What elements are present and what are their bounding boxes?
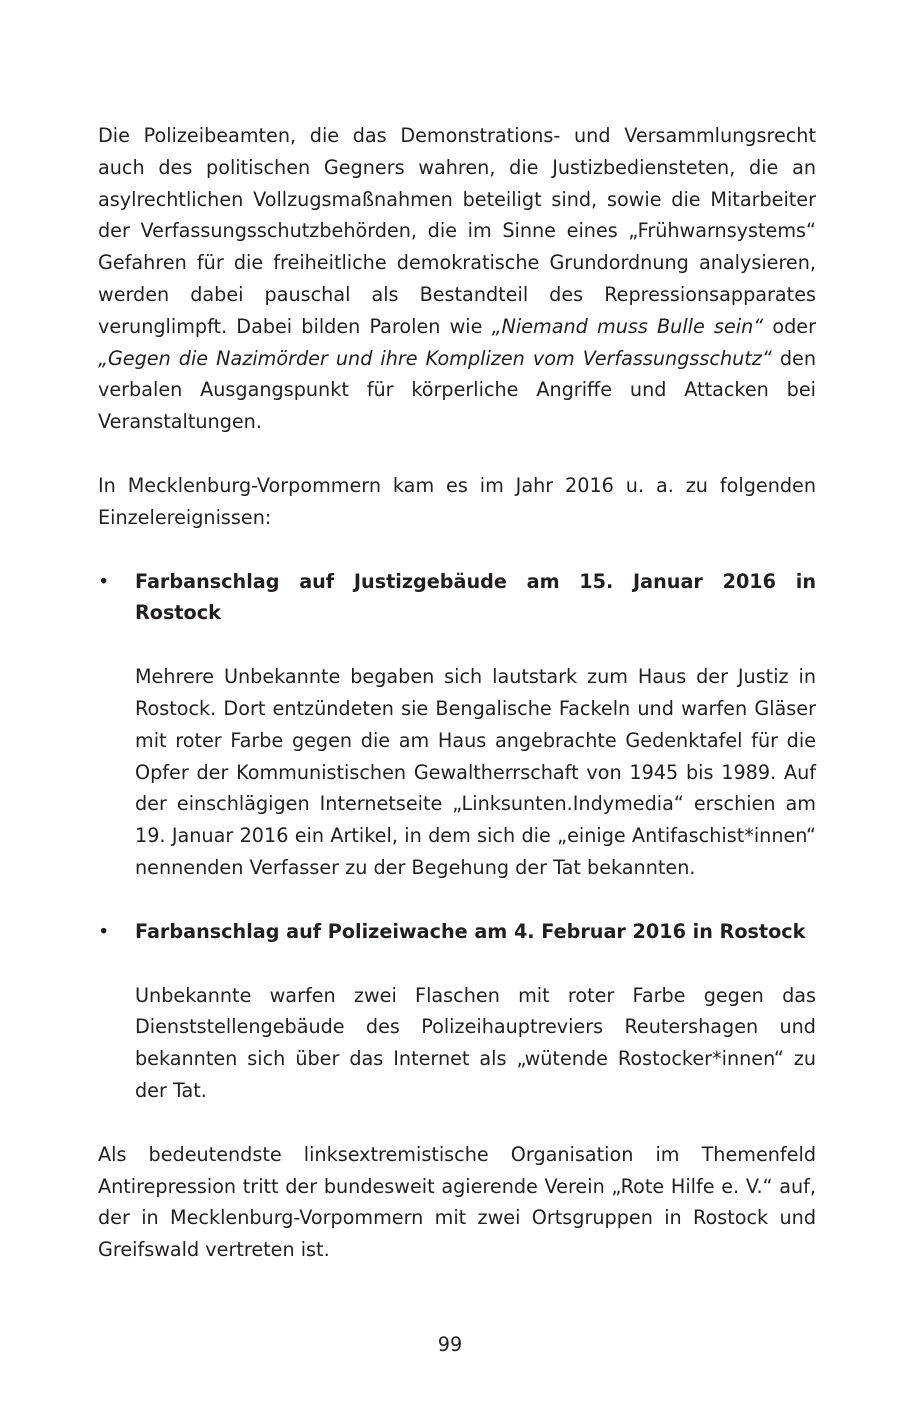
paragraph-intro [98,120,816,438]
bullet-body-1: Mehrere Unbekannte begaben sich lautstark zum Haus der Justiz in Rostock. Dort entzündeten sie Bengalische Fackeln und warfen Gläser mit roter Farbe gegen die am Haus angebrachte Gedenktafel für die Opfer der Kommunistischen Gewaltherrschaft von 1945 bis 1989. Auf der einschlägigen Internetseite „Linksunten.Indymedia“ erschien am 19. Januar 2016 ein Artikel, in dem sich die „einige Antifaschist*innen“ nennenden Verfasser zu der Begehung der Tat bekannten. [135,665,816,879]
bullet-marker: • [98,919,110,943]
paragraph-intro-connector: oder [763,314,817,338]
slogan-quote-2: „Gegen die Nazimörder und ihre Komplizen vom Verfassungsschutz“ [98,346,772,370]
bullet-item-2 [98,916,816,1107]
bullet-heading-2: Farbanschlag auf Polizeiwache am 4. Februar 2016 in Rostock [135,919,806,943]
paragraph-intro-end: den verbalen Ausgangspunkt für körperliche Angriffe und Attacken bei Veranstaltungen. [98,346,816,434]
slogan-quote-1: „Niemand muss Bulle sein“ [491,314,764,338]
paragraph-closing: Als bedeutendste linksextremistische Organisation im Themenfeld Antirepression tritt der bundesweit agierende Verein „Rote Hilfe e. V.“ auf, der in Mecklenburg-Vorpommern mit zwei Ortsgruppen in Rostock und Greifswald vertreten ist. [98,1142,816,1262]
bullet-item-1 [98,566,816,884]
page-body [98,120,816,1266]
paragraph-intro-text: Die Polizeibeamten, die das Demonstrations- und Versammlungsrecht auch des politischen Gegners wahren, die Justizbediensteten, die an asylrechtlichen Vollzugsmaßnahmen beteiligt sind, sowie die Mitarbeiter der Verfassungsschutzbehörden, die im Sinne eines „Frühwarnsystems“ Gefahren für die freiheitliche demokratische Grundordnung analysieren, werden dabei pauschal als Bestandteil des Repressionsapparates verunglimpft. Dabei bilden Parolen wie [98,124,816,338]
paragraph-events-intro: In Mecklenburg-Vorpommern kam es im Jahr 2016 u. a. zu folgenden Einzelereignissen: [98,473,816,529]
page-number: 99 [437,1333,463,1356]
bullet-marker: • [98,569,110,593]
bullet-heading-1: Farbanschlag auf Justizgebäude am 15. Januar 2016 in Rostock [135,569,816,625]
bullet-body-2: Unbekannte warfen zwei Flaschen mit roter Farbe gegen das Dienststellengebäude des Polizeihauptreviers Reutershagen und bekannten sich über das Internet als „wütende Rostocker*innen“ zu der Tat. [135,983,816,1102]
